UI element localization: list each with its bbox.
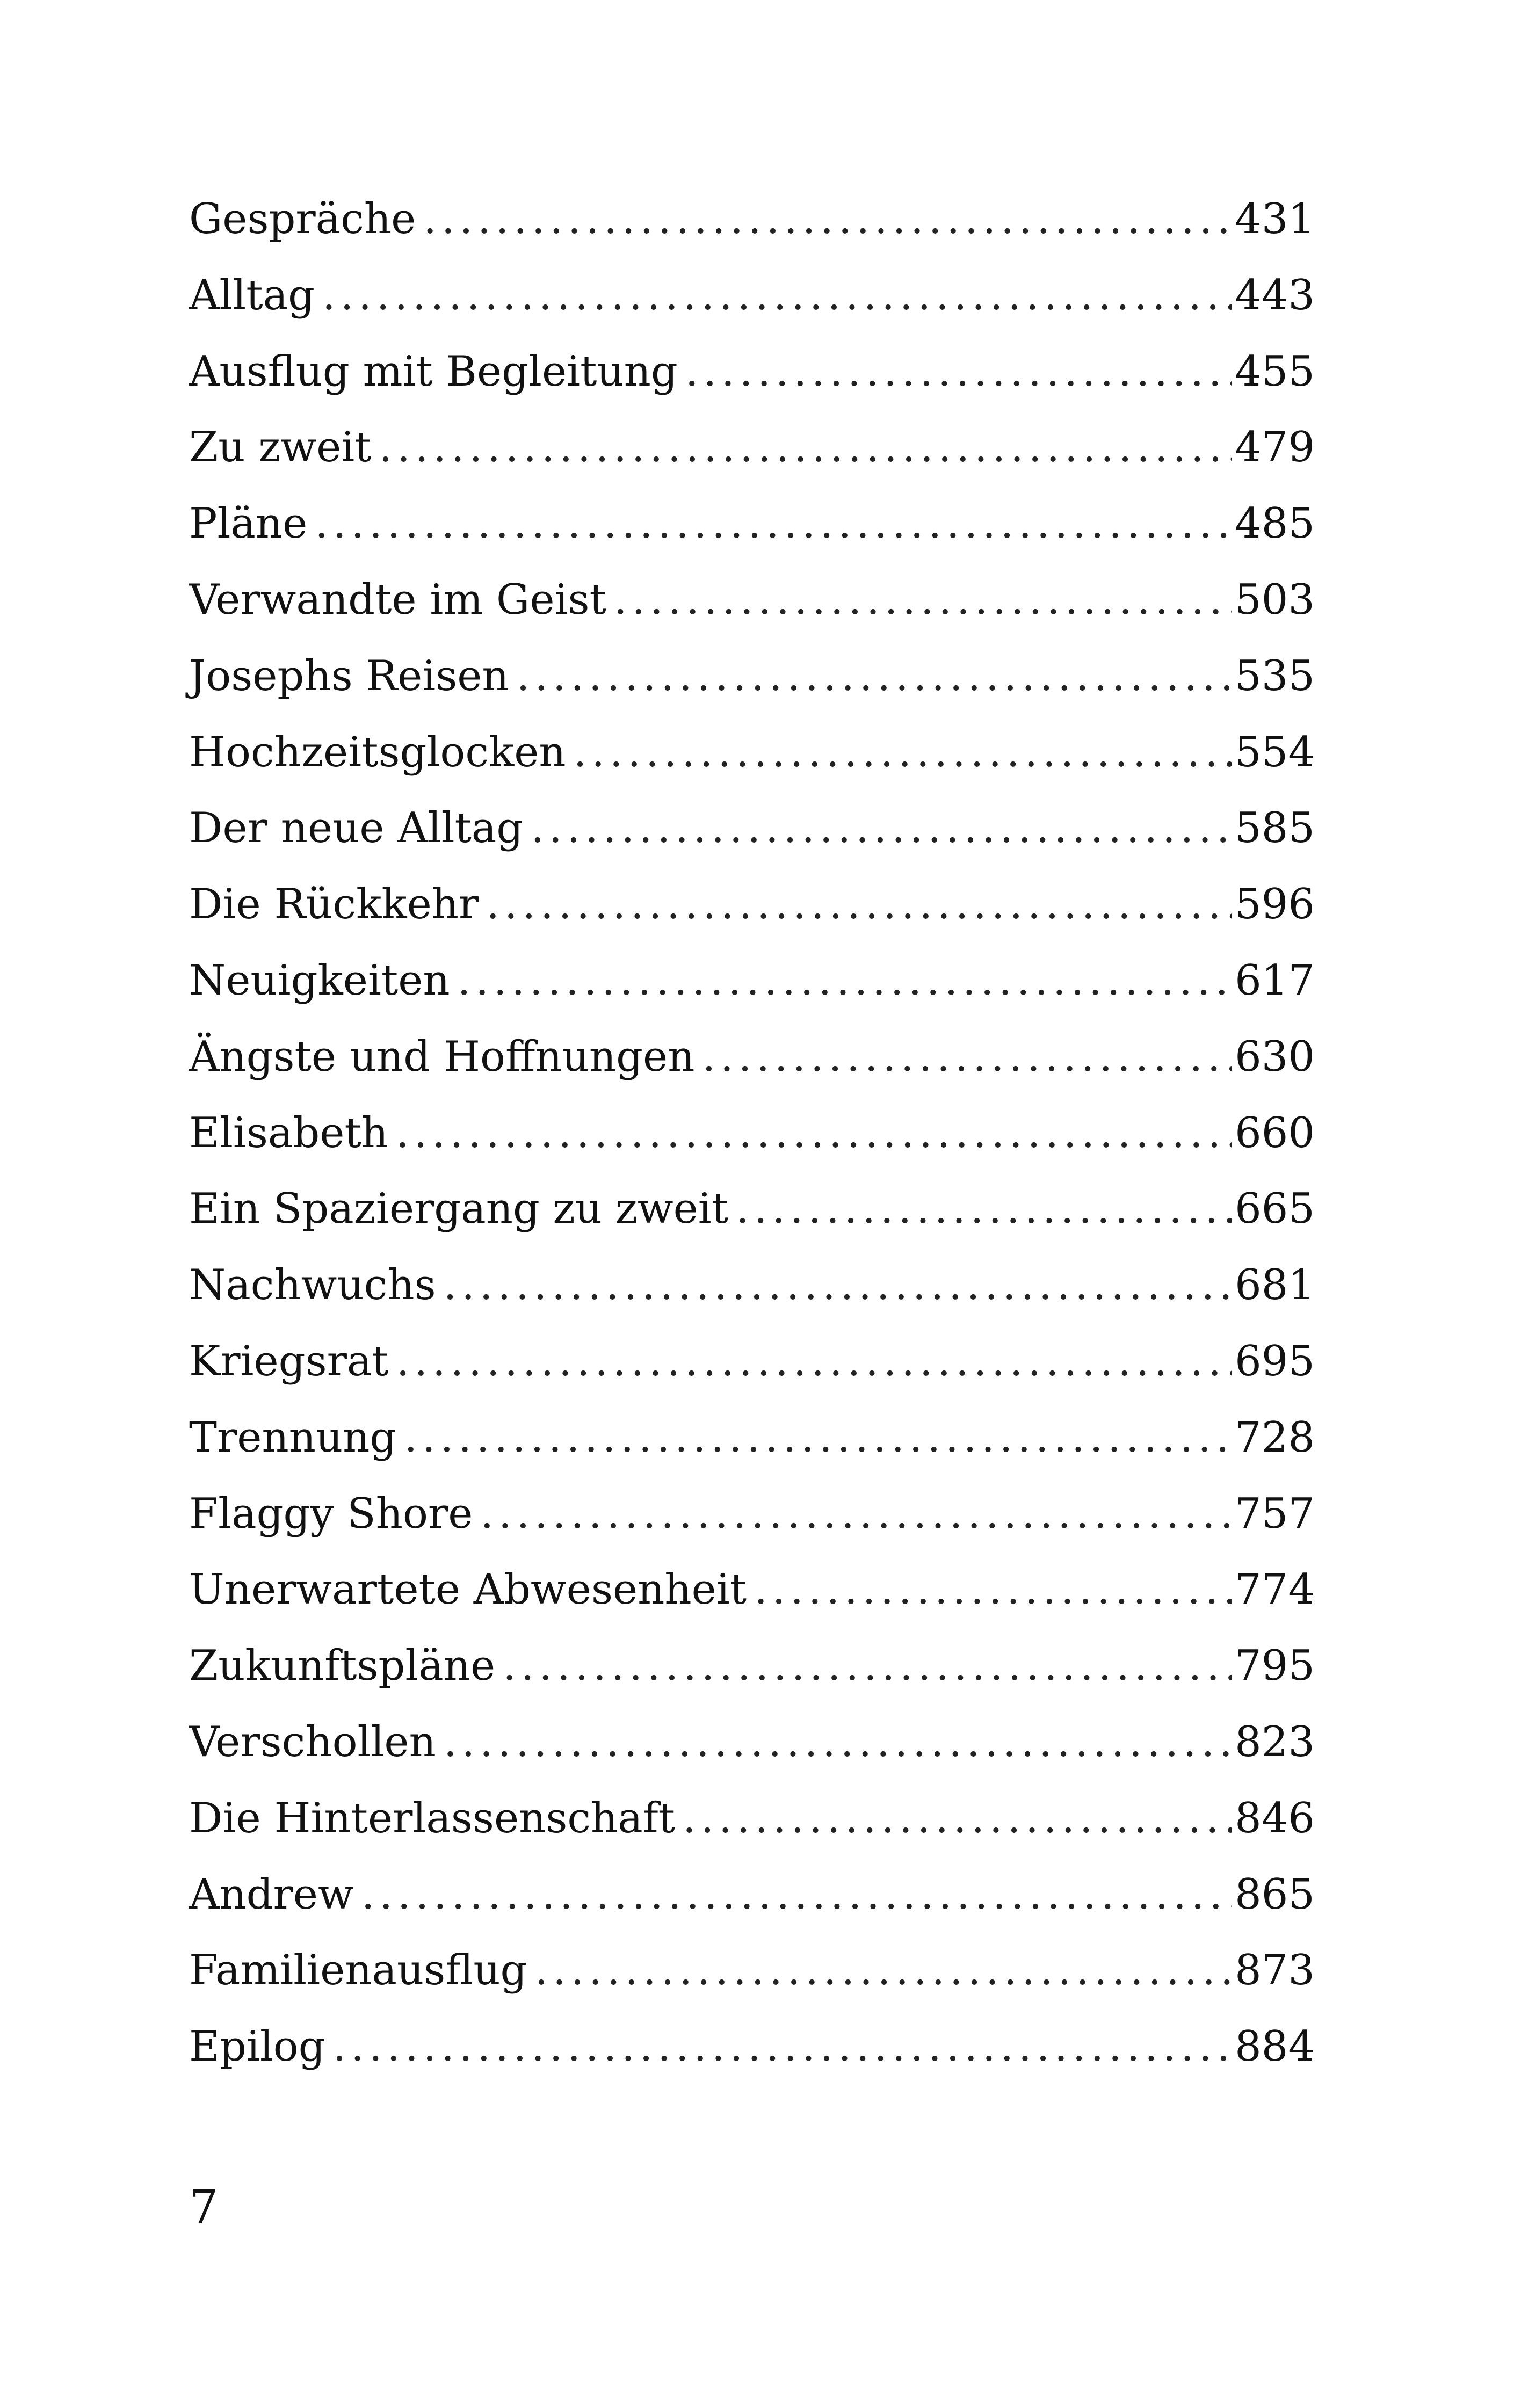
toc-entry — [189, 790, 1315, 867]
toc-entry — [189, 867, 1315, 943]
toc-entry — [189, 258, 1315, 334]
toc-entry-title: Alltag — [189, 271, 315, 320]
toc-entry-page: 479 — [1235, 423, 1315, 472]
toc-entry — [189, 486, 1315, 562]
toc-entry — [189, 1552, 1315, 1628]
toc-entry-title: Verwandte im Geist — [189, 575, 606, 624]
toc-entry-page: 774 — [1235, 1565, 1315, 1614]
toc-entry-title: Der neue Alltag — [189, 804, 524, 853]
toc-entry-title: Zu zweit — [189, 423, 372, 472]
toc-entry — [189, 1324, 1315, 1400]
toc-entry — [189, 334, 1315, 410]
toc-dot-leader — [702, 1019, 1232, 1096]
toc-dot-leader — [404, 1400, 1232, 1476]
toc-entry-title: Josephs Reisen — [189, 651, 509, 700]
toc-entry-page: 485 — [1235, 499, 1315, 548]
toc-entry — [189, 1705, 1315, 1781]
toc-dot-leader — [736, 1171, 1232, 1247]
toc-entry-page: 865 — [1235, 1870, 1315, 1919]
toc-entry — [189, 1400, 1315, 1476]
toc-dot-leader — [444, 1705, 1232, 1781]
toc-entry-title: Pläne — [189, 499, 308, 548]
toc-entry-title: Nachwuchs — [189, 1261, 436, 1310]
toc-dot-leader — [444, 1247, 1232, 1324]
toc-entry-title: Flaggy Shore — [189, 1489, 473, 1538]
toc-dot-leader — [486, 867, 1232, 943]
toc-entry-title: Kriegsrat — [189, 1337, 389, 1386]
toc-entry — [189, 1628, 1315, 1705]
toc-entry-title: Ausflug mit Begleitung — [189, 347, 678, 396]
toc-entry-page: 630 — [1235, 1032, 1315, 1081]
toc-entry — [189, 1933, 1315, 2009]
table-of-contents — [189, 182, 1315, 2085]
toc-entry-title: Trennung — [189, 1413, 397, 1462]
toc-dot-leader — [333, 2009, 1232, 2085]
toc-entry — [189, 182, 1315, 258]
toc-dot-leader — [531, 790, 1232, 867]
toc-entry-title: Unerwartete Abwesenheit — [189, 1565, 747, 1614]
toc-entry — [189, 1171, 1315, 1247]
toc-entry — [189, 943, 1315, 1019]
toc-entry-title: Ängste und Hoffnungen — [189, 1032, 695, 1081]
toc-entry — [189, 562, 1315, 639]
toc-entry-page: 443 — [1235, 271, 1315, 320]
toc-entry-title: Ein Spaziergang zu zweit — [189, 1185, 729, 1234]
toc-dot-leader — [574, 715, 1232, 791]
toc-dot-leader — [503, 1628, 1232, 1705]
toc-dot-leader — [396, 1324, 1232, 1400]
toc-entry-page: 535 — [1235, 651, 1315, 700]
toc-entry-page: 503 — [1235, 575, 1315, 624]
toc-entry-title: Andrew — [189, 1870, 354, 1919]
toc-entry-title: Die Hinterlassenschaft — [189, 1794, 675, 1843]
toc-dot-leader — [379, 410, 1232, 486]
toc-entry-page: 695 — [1235, 1337, 1315, 1386]
toc-entry — [189, 639, 1315, 715]
toc-dot-leader — [322, 258, 1232, 334]
toc-entry-page: 728 — [1235, 1413, 1315, 1462]
toc-entry — [189, 2009, 1315, 2085]
toc-entry-title: Zukunftspläne — [189, 1642, 496, 1691]
toc-dot-leader — [423, 182, 1232, 258]
toc-entry-page: 884 — [1235, 2022, 1315, 2071]
toc-entry-page: 873 — [1235, 1946, 1315, 1995]
toc-entry-page: 431 — [1235, 195, 1315, 243]
toc-dot-leader — [683, 1781, 1232, 1857]
toc-dot-leader — [614, 562, 1232, 639]
toc-dot-leader — [458, 943, 1232, 1019]
toc-entry-title: Hochzeitsglocken — [189, 728, 566, 777]
toc-entry — [189, 1096, 1315, 1172]
toc-entry-title: Familienausflug — [189, 1946, 527, 1995]
toc-entry-page: 665 — [1235, 1185, 1315, 1234]
toc-entry-page: 795 — [1235, 1642, 1315, 1691]
toc-entry — [189, 715, 1315, 791]
toc-entry-title: Die Rückkehr — [189, 880, 479, 929]
toc-entry-title: Verschollen — [189, 1717, 436, 1766]
toc-dot-leader — [361, 1857, 1232, 1933]
toc-entry — [189, 1247, 1315, 1324]
toc-entry-title: Neuigkeiten — [189, 956, 450, 1005]
toc-entry-page: 596 — [1235, 880, 1315, 929]
toc-entry — [189, 1857, 1315, 1933]
toc-dot-leader — [315, 486, 1232, 562]
toc-entry-page: 681 — [1235, 1261, 1315, 1310]
toc-entry-title: Gespräche — [189, 195, 416, 243]
toc-entry-title: Elisabeth — [189, 1108, 389, 1157]
toc-entry-page: 757 — [1235, 1489, 1315, 1538]
toc-entry — [189, 1476, 1315, 1553]
toc-entry-page: 660 — [1235, 1108, 1315, 1157]
page-number: 7 — [189, 2180, 219, 2234]
toc-dot-leader — [534, 1933, 1232, 2009]
toc-entry-page: 617 — [1235, 956, 1315, 1005]
toc-entry-page: 554 — [1235, 728, 1315, 777]
toc-dot-leader — [754, 1552, 1232, 1628]
toc-entry — [189, 1781, 1315, 1857]
toc-entry-page: 823 — [1235, 1717, 1315, 1766]
toc-entry-page: 585 — [1235, 804, 1315, 853]
toc-dot-leader — [517, 639, 1232, 715]
toc-entry-title: Epilog — [189, 2022, 325, 2071]
toc-dot-leader — [685, 334, 1232, 410]
toc-entry-page: 455 — [1235, 347, 1315, 396]
toc-entry — [189, 410, 1315, 486]
toc-dot-leader — [396, 1096, 1232, 1172]
toc-entry — [189, 1019, 1315, 1096]
toc-entry-page: 846 — [1235, 1794, 1315, 1843]
toc-dot-leader — [480, 1476, 1232, 1553]
